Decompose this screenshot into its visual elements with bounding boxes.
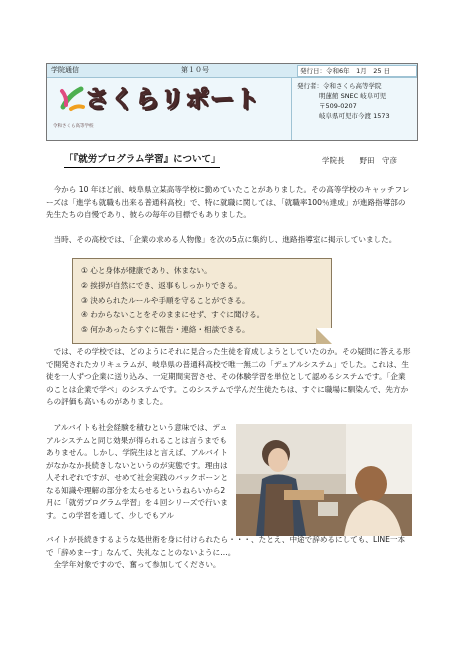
publisher-line: 岐阜県可児市今渡 1573 [319, 112, 390, 120]
publisher-info [297, 81, 415, 121]
ideal-candidate-list [73, 259, 331, 338]
list-item: ① 心と身体が健康であり、休まない。 [81, 266, 212, 275]
paragraph: では、その学校では、どのようにそれに見合った生徒を育成しようとしていたのか。その疑問に答える形で開発されたカリキュラムが、岐阜県の普通科高校で唯一無二の「デュアルシステム」でした。これは、生徒を一人ずつ企業に送り込み、一定期間実習させ、その体験学習を単位として認めるシステムです。「企業のことは企業で学べ」のシステムです。このシステムで学んだ生徒たちは、すぐに職場に馴染んで、先方からの評価も高いものがありました。 [46, 347, 411, 406]
paragraph: 当時、その高校では、「企業の求める人物像」を次の5点に集約し、進路指導室に掲示していました。 [53, 235, 397, 244]
list-item: ③ 決められたルールや手順を守ることができる。 [81, 295, 250, 305]
issue-date: 発行日：令和6年 1月 25 日 [297, 65, 417, 77]
article-author: 学院長 野田 守彦 [322, 156, 397, 165]
list-item: ④ わからないことをそのままにせず、すぐに聞ける。 [81, 310, 265, 320]
issue-number: 第１０号 [181, 66, 209, 74]
sakura-logo-icon [57, 83, 87, 113]
paragraph: バイトが長続きするような処世術を身に付けられたら・・・、たとえ、中途で辞めるにしても、LINE一本で「辞めまーす」なんて、失礼なことのないように…。 全学年対象ですので、奮って参加してください。 [46, 535, 406, 569]
page-fold-corner [316, 328, 332, 344]
cafe-worker-photo [236, 424, 412, 536]
header-top-bar [47, 64, 417, 78]
newsletter-title: さくらリポート [85, 85, 260, 113]
list-item: ⑤ 何かあったらすぐに報告・連絡・相談できる。 [81, 325, 250, 335]
header-divider [291, 77, 292, 140]
paragraph: 今から 10 年ほど前、岐阜県立某高等学校に勤めていたことがありました。その高等学校のキャッチフレーズは「進学も就職も出来る普通科高校」で、特に就職に関しては、「就職率100％達成」が進路指導部の先生たちの自慢であり、彼らの毎年の目標でもありました。 [46, 185, 410, 219]
newsletter-header [46, 63, 418, 141]
publisher-line: 明蓮館 SNEC 岐阜可児 [319, 92, 387, 100]
ideal-candidate-note [72, 258, 332, 344]
publisher-line: 発行者：令和さくら高等学院 [297, 82, 382, 90]
newsletter-label: 学院通信 [51, 66, 79, 74]
list-item: ② 挨拶が自然にでき、返事もしっかりできる。 [81, 280, 242, 290]
school-name: 令和さくら高等学校 [53, 124, 94, 129]
publisher-line: 〒509-0207 [319, 102, 357, 110]
paragraph: アルバイトも社会経験を積むという意味では、デュアルシステムと同じ効果が得られることは言うまでもありません。しかし、学院生はと言えば、アルバイトがなかなか長続きしないというのが実態です。理由は人それぞれですが、せめて社会実践のバックボーンとなる知識や理解の部分を太らせるというねらいから2月に「就労プログラム学習」を４回シリーズで行います。この学習を通して、少しでもアル [46, 423, 229, 520]
article-title: 「『就労プログラム学習』について」 [64, 153, 220, 168]
